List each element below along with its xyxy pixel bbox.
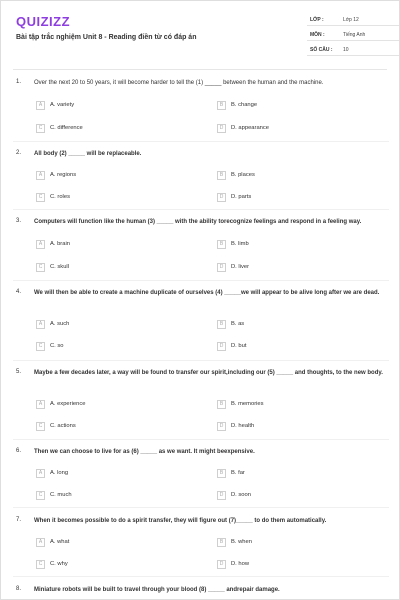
option-text: C. why — [50, 561, 68, 567]
option-text: B. far — [231, 470, 245, 476]
option-a[interactable] — [36, 100, 74, 110]
option-text: B. as — [231, 321, 245, 327]
question-text: Over the next 20 to 50 years, it will become harder to tell the (1) _____ between the human and the machine. — [34, 80, 324, 86]
option-text: B. memories — [231, 401, 264, 407]
question-divider — [13, 280, 389, 281]
question-number: 3. — [16, 218, 22, 224]
option-letter-box: A — [36, 469, 45, 478]
option-b[interactable] — [217, 468, 245, 478]
page-title: Bài tập trắc nghiệm Unit 8 - Reading điền từ có đáp án — [16, 34, 197, 41]
meta-info — [307, 14, 399, 59]
option-letter-box: C — [36, 193, 45, 202]
option-letter-box: D — [217, 491, 226, 500]
option-letter-box: D — [217, 263, 226, 272]
option-letter-box: A — [36, 400, 45, 409]
option-a[interactable] — [36, 239, 70, 249]
option-d[interactable] — [217, 192, 251, 202]
meta-value: Tiếng Anh — [343, 31, 366, 38]
meta-value: 10 — [343, 46, 349, 53]
option-letter-box: B — [217, 320, 226, 329]
option-text: B. change — [231, 102, 258, 108]
option-text: C. difference — [50, 125, 83, 131]
option-c[interactable] — [36, 262, 69, 272]
option-text: B. when — [231, 539, 252, 545]
option-c[interactable] — [36, 490, 72, 500]
question-text: Miniature robots will be built to travel through your blood (8) _____ andrepair damage. — [34, 587, 280, 593]
option-text: C. actions — [50, 423, 76, 429]
option-text: D. but — [231, 343, 247, 349]
meta-key: LỚP : — [310, 16, 324, 23]
option-letter-box: A — [36, 320, 45, 329]
option-d[interactable] — [217, 559, 249, 569]
option-b[interactable] — [217, 100, 257, 110]
question-number: 4. — [16, 289, 22, 295]
option-letter-box: C — [36, 263, 45, 272]
option-text: A. experience — [50, 401, 86, 407]
option-b[interactable] — [217, 537, 252, 547]
question-divider — [13, 209, 389, 210]
option-letter-box: C — [36, 560, 45, 569]
option-letter-box: D — [217, 193, 226, 202]
option-letter-box: A — [36, 101, 45, 110]
question-number: 7. — [16, 517, 22, 523]
option-letter-box: A — [36, 538, 45, 547]
meta-row-grade — [307, 14, 399, 26]
option-text: A. brain — [50, 241, 70, 247]
option-d[interactable] — [217, 341, 246, 351]
option-a[interactable] — [36, 537, 69, 547]
option-b[interactable] — [217, 239, 249, 249]
option-text: D. appearance — [231, 125, 270, 131]
question-divider — [13, 141, 389, 142]
option-letter-box: C — [36, 422, 45, 431]
question-divider — [13, 439, 389, 440]
meta-key: SỐ CÂU : — [310, 46, 333, 53]
option-b[interactable] — [217, 319, 244, 329]
question-number: 2. — [16, 150, 22, 156]
option-text: D. health — [231, 423, 255, 429]
option-a[interactable] — [36, 399, 85, 409]
option-c[interactable] — [36, 341, 64, 351]
option-letter-box: C — [36, 342, 45, 351]
header-divider — [13, 69, 387, 70]
option-b[interactable] — [217, 170, 255, 180]
option-letter-box: B — [217, 538, 226, 547]
option-letter-box: D — [217, 124, 226, 133]
option-letter-box: D — [217, 422, 226, 431]
option-text: C. so — [50, 343, 64, 349]
option-a[interactable] — [36, 319, 69, 329]
option-a[interactable] — [36, 468, 68, 478]
option-letter-box: D — [217, 342, 226, 351]
option-text: A. regions — [50, 172, 77, 178]
option-c[interactable] — [36, 123, 83, 133]
option-text: D. how — [231, 561, 250, 567]
meta-row-subject — [307, 29, 399, 41]
option-letter-box: B — [217, 469, 226, 478]
option-text: C. much — [50, 492, 72, 498]
option-c[interactable] — [36, 559, 68, 569]
question-text: When it becomes possible to do a spirit transfer, they will figure out (7)_____ to do them automatically. — [34, 518, 327, 524]
question-divider — [13, 507, 389, 508]
option-text: D. parts — [231, 194, 252, 200]
option-text: A. such — [50, 321, 70, 327]
question-divider — [13, 360, 389, 361]
option-text: A. variety — [50, 102, 75, 108]
question-number: 6. — [16, 448, 22, 454]
question-text: Then we can choose to live for as (6) _____ as we want. It might beexpensive. — [34, 449, 255, 455]
option-c[interactable] — [36, 421, 76, 431]
option-letter-box: A — [36, 171, 45, 180]
option-letter-box: D — [217, 560, 226, 569]
option-d[interactable] — [217, 262, 249, 272]
option-letter-box: B — [217, 400, 226, 409]
option-letter-box: B — [217, 171, 226, 180]
option-text: A. what — [50, 539, 70, 545]
option-letter-box: B — [217, 101, 226, 110]
meta-key: MÔN : — [310, 31, 325, 38]
option-text: D. liver — [231, 264, 250, 270]
meta-value: Lớp 12 — [343, 16, 359, 23]
question-text: Maybe a few decades later, a way will be found to transfer our spirit,including our (5) _____ and thoughts, to the new body. — [34, 370, 383, 376]
question-number: 1. — [16, 79, 22, 85]
option-c[interactable] — [36, 192, 70, 202]
header — [1, 1, 399, 69]
option-text: C. skull — [50, 264, 70, 270]
question-divider — [13, 576, 389, 577]
question-text: All body (2) _____ will be replaceable. — [34, 151, 142, 157]
option-text: A. long — [50, 470, 69, 476]
question-text: Computers will function like the human (3) _____ with the ability torecognize feelings and respond in a feeling way. — [34, 219, 362, 225]
option-d[interactable] — [217, 421, 254, 431]
option-text: B. limb — [231, 241, 249, 247]
option-letter-box: A — [36, 240, 45, 249]
quizizz-logo[interactable]: QUIZIZZ — [16, 14, 71, 29]
option-b[interactable] — [217, 399, 264, 409]
option-text: B. places — [231, 172, 255, 178]
option-text: C. roles — [50, 194, 70, 200]
question-number: 8. — [16, 586, 22, 592]
option-a[interactable] — [36, 170, 76, 180]
option-letter-box: C — [36, 124, 45, 133]
meta-row-count — [307, 44, 399, 56]
option-letter-box: C — [36, 491, 45, 500]
option-d[interactable] — [217, 123, 269, 133]
option-d[interactable] — [217, 490, 251, 500]
question-number: 5. — [16, 369, 22, 375]
option-text: D. soon — [231, 492, 251, 498]
option-letter-box: B — [217, 240, 226, 249]
question-text: We will then be able to create a machine duplicate of ourselves (4) _____we will appear to be alive long after we are dead. — [34, 290, 380, 296]
